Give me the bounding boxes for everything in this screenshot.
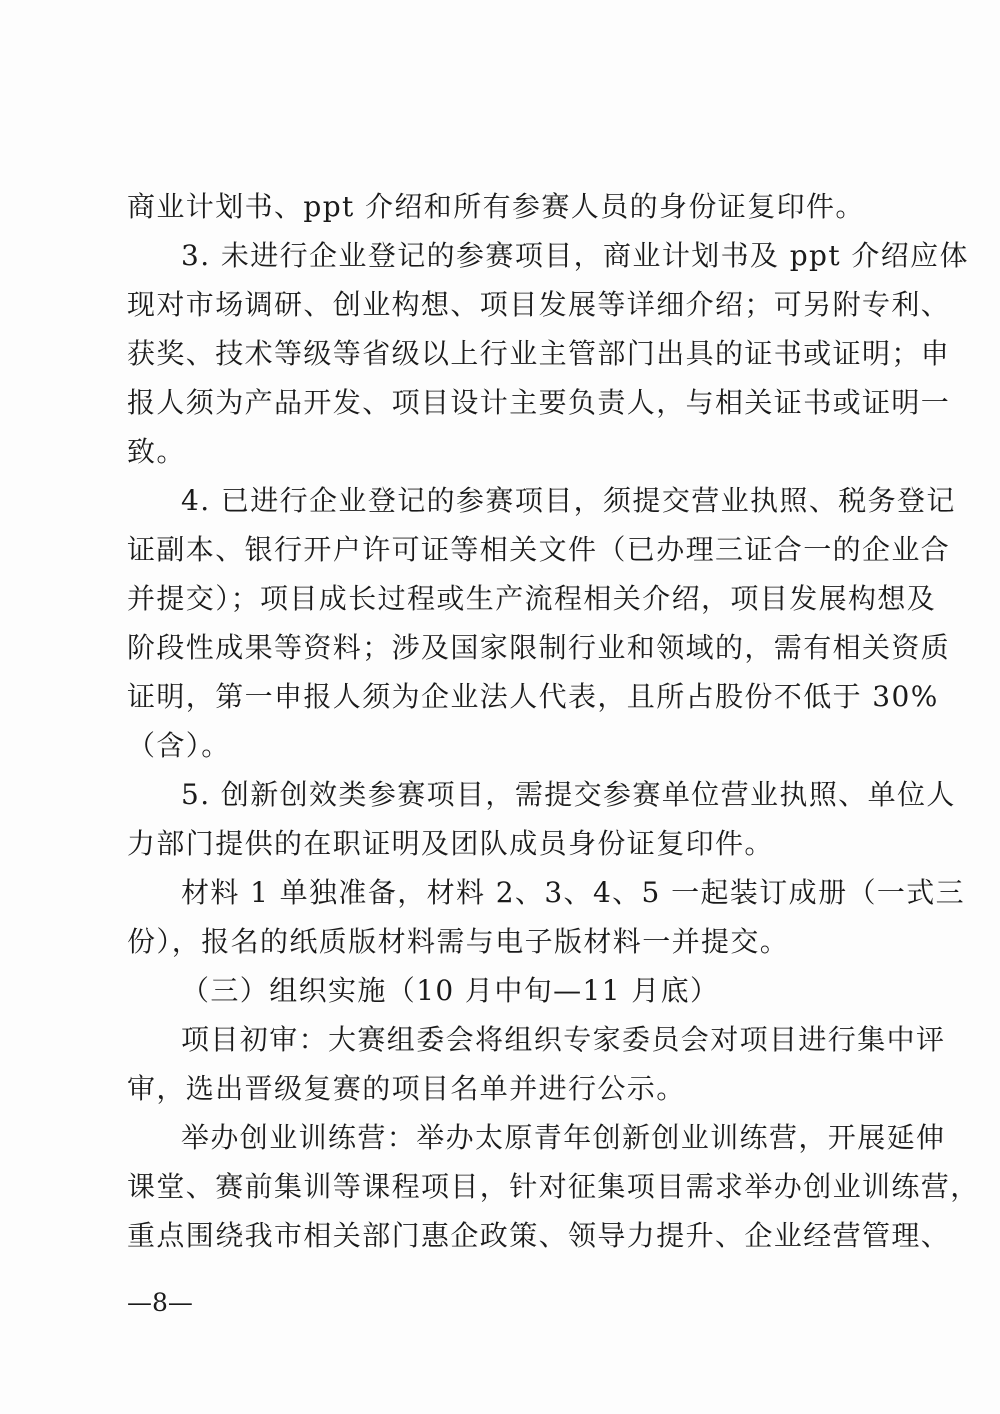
- text-line: 审，选出晋级复赛的项目名单并进行公示。: [127, 1072, 686, 1105]
- text-line: 4. 已进行企业登记的参赛项目，须提交营业执照、税务登记: [181, 484, 956, 517]
- text-line: 获奖、技术等级等省级以上行业主管部门出具的证书或证明；申: [127, 337, 951, 370]
- text-line: 致。: [127, 435, 186, 468]
- text-line: 份），报名的纸质版材料需与电子版材料一并提交。: [127, 925, 790, 958]
- text-line: 重点围绕我市相关部门惠企政策、领导力提升、企业经营管理、: [127, 1219, 951, 1252]
- text-line: 证副本、银行开户许可证等相关文件（已办理三证合一的企业合: [127, 533, 951, 566]
- text-line: 材料 1 单独准备，材料 2、3、4、5 一起装订成册（一式三: [181, 876, 966, 909]
- text-line: （含）。: [127, 729, 231, 762]
- text-line: 5. 创新创效类参赛项目，需提交参赛单位营业执照、单位人: [181, 778, 956, 811]
- page-number: —8—: [127, 1288, 193, 1317]
- section-heading: （三）组织实施（10 月中旬—11 月底）: [181, 974, 720, 1007]
- text-line: 报人须为产品开发、项目设计主要负责人，与相关证书或证明一: [127, 386, 951, 419]
- text-line: 证明，第一申报人须为企业法人代表，且所占股份不低于 30%: [127, 680, 939, 713]
- text-line: 力部门提供的在职证明及团队成员身份证复印件。: [127, 827, 774, 860]
- text-line: 现对市场调研、创业构想、项目发展等详细介绍；可另附专利、: [127, 288, 951, 321]
- text-line: 课堂、赛前集训等课程项目，针对征集项目需求举办创业训练营，: [127, 1170, 980, 1203]
- text-line: 举办创业训练营：举办太原青年创新创业训练营，开展延伸: [181, 1121, 946, 1154]
- text-line: 并提交）；项目成长过程或生产流程相关介绍，项目发展构想及: [127, 582, 937, 615]
- text-line: 阶段性成果等资料；涉及国家限制行业和领域的，需有相关资质: [127, 631, 951, 664]
- text-line: 3. 未进行企业登记的参赛项目，商业计划书及 ppt 介绍应体: [181, 239, 969, 272]
- text-line: 项目初审：大赛组委会将组织专家委员会对项目进行集中评: [181, 1023, 946, 1056]
- text-line: 商业计划书、ppt 介绍和所有参赛人员的身份证复印件。: [127, 190, 865, 223]
